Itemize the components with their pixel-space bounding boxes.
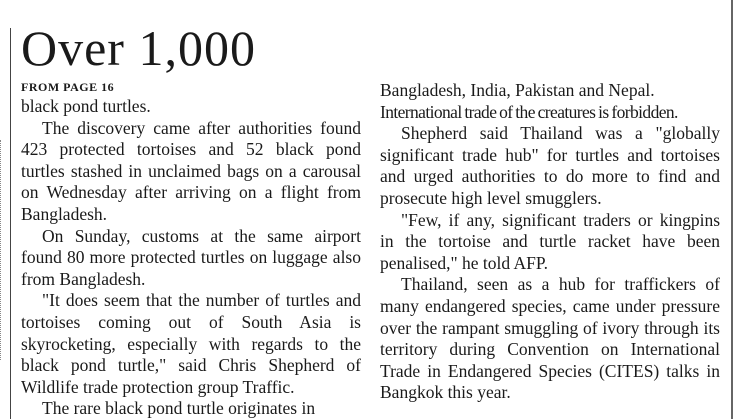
page-edge-marks	[0, 140, 4, 360]
paragraph-trade-forbidden: International trade of the creatures is forbidden.	[380, 101, 678, 122]
paragraph-continuation: black pond turtles.	[21, 96, 151, 116]
paragraph-origin: The rare black pond turtle originates in	[42, 398, 316, 419]
paragraph-discovery: The discovery came after authorities found 423 protected tortoises and 52 black pond turtles stashed in unclaimed bags on a carousal on Wednesday after arriving on a flight from Bangladesh.	[21, 117, 361, 224]
article-column-1	[21, 96, 361, 420]
article-column-2	[380, 80, 720, 404]
paragraph-origin-continued: Bangladesh, India, Pakistan and Nepal.	[380, 80, 655, 100]
jump-line: FROM PAGE 16	[21, 80, 115, 94]
paragraph-thailand-cites: Thailand, seen as a hub for traffickers of many endangered species, came under pressure over the rampant smuggling of ivory through its territory during Convention on International Trade in Endangered Species (CITES) talks in Bangkok this year.	[380, 274, 720, 403]
headline: Over 1,000	[21, 20, 256, 76]
paragraph-sunday-customs: On Sunday, customs at the same airport found 80 more protected turtles on luggage also from Bangladesh.	[21, 225, 361, 289]
paragraph-kingpins-quote: "Few, if any, significant traders or kingpins in the tortoise and turtle racket have been penalised," he told AFP.	[380, 209, 720, 273]
paragraph-trade-hub: Shepherd said Thailand was a "globally significant trade hub" for turtles and tortoises and urged authorities to do more to find and prosecute high level smugglers.	[380, 123, 720, 208]
column-rule-left	[10, 28, 11, 419]
paragraph-shepherd-quote: "It does seem that the number of turtles and tortoises coming out of South Asia is skyrocketing, especially with regards to the black pond turtle," said Chris Shepherd of Wildlife trade protection group Traffic.	[21, 290, 361, 397]
